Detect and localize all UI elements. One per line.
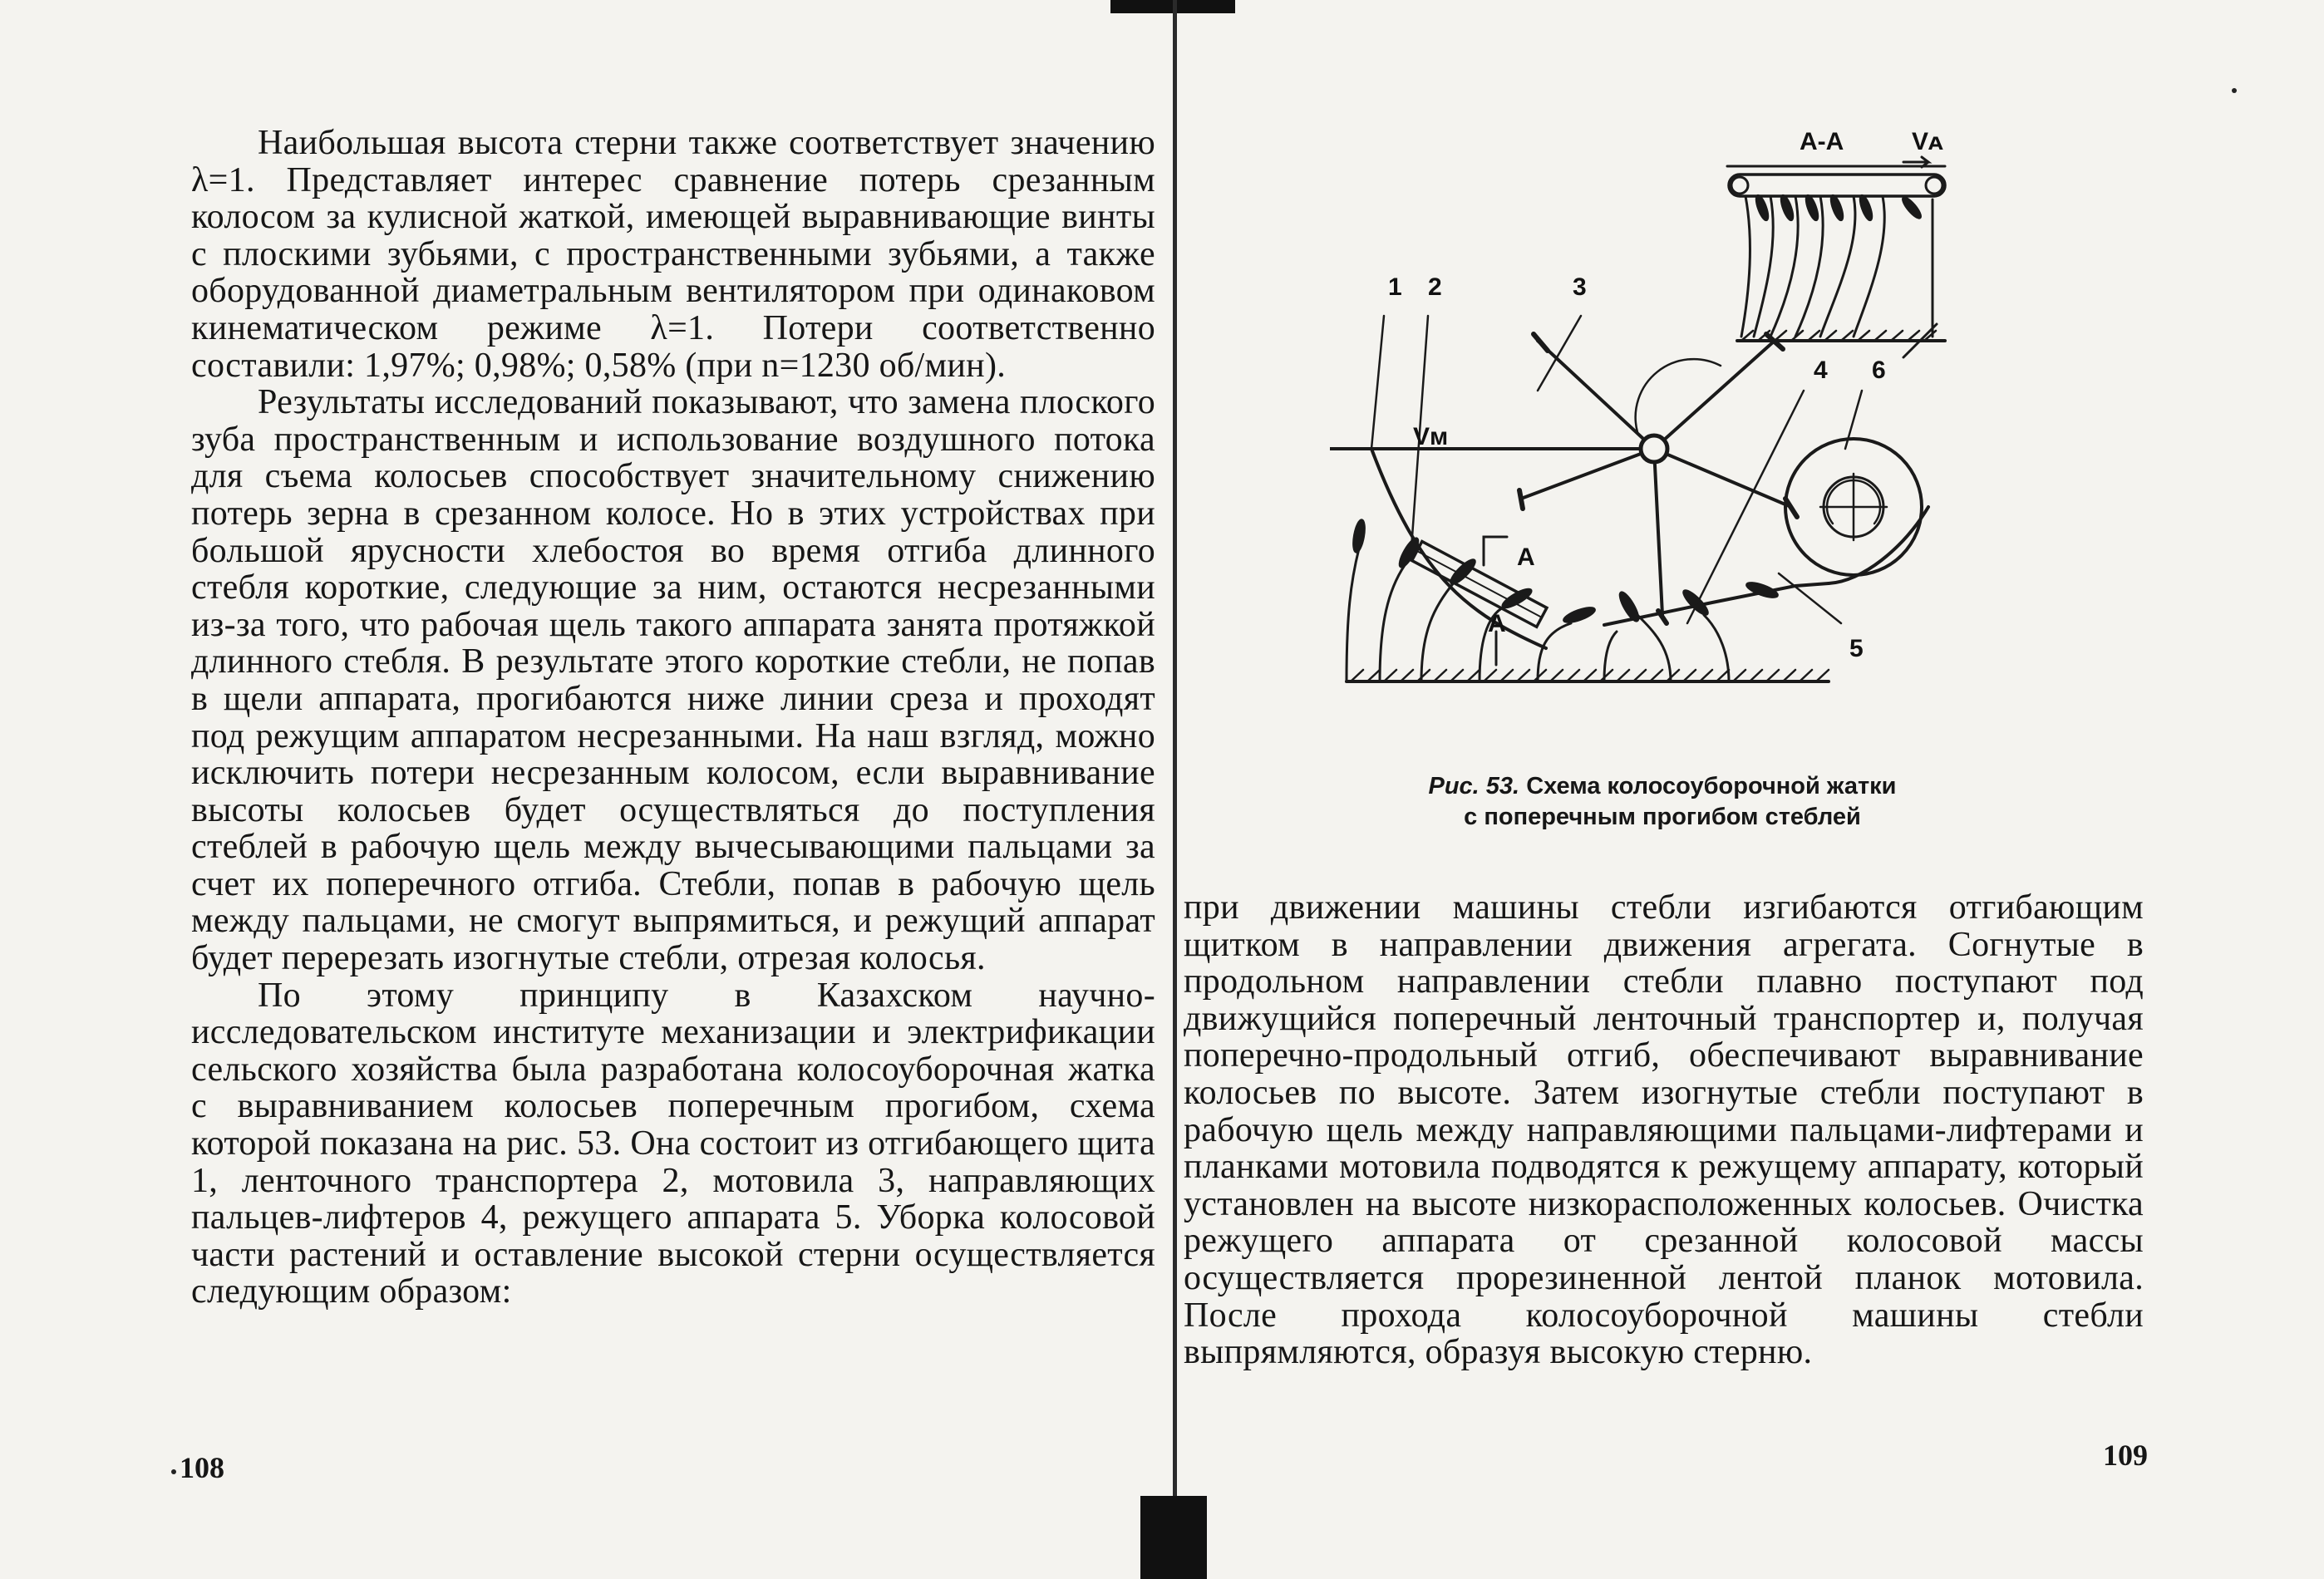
paragraph: Результаты исследований показывают, что замена плоского зуба пространственным и использование воздушного потока для съема колосьев способствует значительному снижению потерь зерна в срезанном колосе. Но в этих устройствах при большой ярусности хлебостоя во время отгиба длинного стебля короткие, следующие за ним, остаются несрезанными из-за того, что рабочая щель такого аппарата занята протяжкой длинного стебля. В результате этого короткие стебли, не попав в щели аппарата, прогибаются ниже линии среза и проходят под режущим аппаратом несрезанными. На наш взгляд, можно исключить потери несрезанным колосом, если выравнивание высоты колосьев будет осуществляться до поступления стеблей в рабочую щель между вычесывающими пальцами за счет их поперечного отгиба. Стебли, попав в рабочую щель между пальцами, не смогут выпрямиться, и режущий аппарат будет перерезать изогнутые стебли, отрезая колосья.	[191, 383, 1155, 978]
cutting-apparatus	[1604, 583, 1829, 625]
paragraph: Наибольшая высота стерни также соответствует значению λ=1. Представляет интерес сравнение потерь срезанным колосом за кулисной жаткой, имеющей выравнивающие винты с плоскими зубьями, с пространственными зубьями, а также оборудованной диаметральным вентилятором при одинаковом кинематическом режиме λ=1. Потери соответственно составили: 1,97%; 0,98%; 0,58% (при n=1230 об/мин).	[191, 124, 1155, 385]
label-6: 6	[1872, 357, 1886, 384]
figure-number: Рис. 53.	[1428, 773, 1520, 799]
scan-speck	[171, 1469, 176, 1474]
label-a-top: A	[1517, 544, 1535, 571]
cleaning-drum	[1785, 439, 1922, 575]
caption-line-2: с поперечным прогибом стеблей	[1464, 804, 1861, 830]
section-a-a	[1727, 157, 1945, 337]
header-schematic	[1330, 116, 1995, 731]
label-4: 4	[1814, 357, 1828, 384]
figure-53-diagram	[1330, 116, 1995, 731]
scan-speck	[2232, 88, 2237, 93]
figure-caption	[1297, 771, 2028, 833]
binding-bottom	[1140, 1496, 1207, 1579]
left-page-text	[191, 125, 1155, 1311]
label-5: 5	[1849, 635, 1864, 662]
reel	[1330, 334, 1797, 623]
label-2: 2	[1428, 273, 1442, 301]
label-1: 1	[1388, 273, 1402, 301]
label-va: Vᴀ	[1912, 128, 1943, 155]
page-number-right: 109	[2103, 1439, 2148, 1472]
label-3: 3	[1573, 273, 1587, 301]
paragraph: при движении машины стебли изгибаются отгибающим щитком в направлении движения агрегата. Согнутые в продольном направлении стебли плавно поступают под движущийся поперечный ленточный транспортер и, получая поперечно-продольный отгиб, обеспечивают выравнивание колосьев по высоте. Затем изогнутые стебли поступают в рабочую щель между направляющими пальцами-лифтерами и планками мотовила подводятся к режущему аппарату, который установлен на высоте низкорасположенных колосьев. Очистка режущего аппарата от срезанной колосовой массы осуществляется прорезиненной лентой планок мотовила. После прохода колосоуборочной машины стебли выпрямляются, образуя высокую стерню.	[1184, 888, 2144, 1372]
page-number-left: 108	[180, 1451, 224, 1484]
caption-line-1: Схема колосоуборочной жатки	[1526, 773, 1897, 799]
paragraph: По этому принципу в Казахском научно-исследовательском институте механизации и электрификации сельского хозяйства была разработана колосоуборочная жатка с выравниванием колосьев поперечным прогибом, схема которой показана на рис. 53. Она состоит из отгибающего щита 1, ленточного транспортера 2, мотовила 3, направляющих пальцев-лифтеров 4, режущего аппарата 5. Уборка колосовой части растений и оставление высокой стерни осуществляется следующим образом:	[191, 976, 1155, 1311]
label-a-bottom: A	[1488, 610, 1506, 637]
right-page-text	[1184, 889, 2144, 1371]
binding-gutter	[1173, 0, 1177, 1579]
label-vm: Vм	[1413, 423, 1449, 450]
label-section: А-А	[1800, 128, 1844, 155]
